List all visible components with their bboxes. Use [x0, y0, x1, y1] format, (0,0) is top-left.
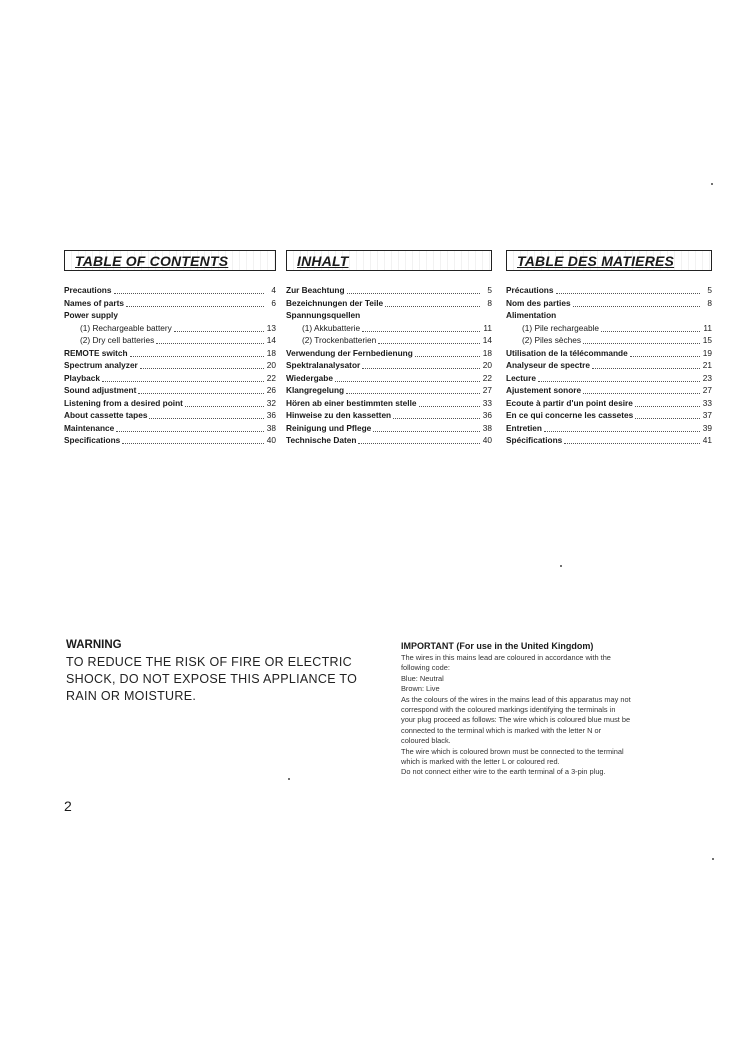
toc-entry-page: 20 — [266, 360, 276, 370]
toc-entry-label: Bezeichnungen der Teile — [286, 297, 384, 308]
toc-french-heading-box — [506, 250, 712, 271]
toc-entry-page: 15 — [702, 335, 712, 345]
toc-entry-label: (2) Piles sèches — [522, 335, 582, 345]
toc-leader-dots — [592, 360, 700, 369]
toc-leader-dots — [156, 335, 264, 344]
toc-entry-page: 39 — [702, 422, 712, 433]
warning-notice — [66, 639, 366, 705]
toc-leader-dots — [126, 298, 264, 307]
toc-entry — [64, 322, 276, 335]
toc-entry — [506, 384, 712, 397]
toc-entry-page: 11 — [483, 322, 492, 333]
important-line: The wires in this mains lead are coloured in accordance with the — [401, 653, 611, 662]
warning-text: TO REDUCE THE RISK OF FIRE OR ELECTRIC SHOCK, DO NOT EXPOSE THIS APPLIANCE TO RAIN OR MOISTURE. — [66, 655, 358, 703]
important-line: The wire which is coloured brown must be connected to the terminal — [401, 746, 624, 756]
toc-entry-page: 33 — [702, 397, 712, 408]
toc-leader-dots — [335, 373, 480, 382]
toc-leader-dots — [635, 398, 700, 407]
toc-entry-page: 18 — [482, 347, 492, 358]
toc-entry-label: Wiedergabe — [286, 372, 333, 383]
important-line: your plug proceed as follows: The wire which is coloured blue must be — [401, 715, 631, 725]
important-line: Do not connect either wire to the earth terminal of a 3-pin plug. — [401, 767, 606, 777]
toc-leader-dots — [102, 373, 264, 382]
toc-entry-page: 26 — [266, 385, 276, 395]
toc-entry-page: 13 — [266, 322, 276, 333]
toc-entry-label: Playback — [64, 372, 100, 383]
toc-leader-dots — [544, 423, 700, 432]
toc-french-heading: TABLE DES MATIERES — [517, 252, 675, 269]
page-number: 2 — [64, 798, 72, 814]
toc-entry-label: Utilisation de la télécommande — [506, 347, 628, 358]
toc-entry — [286, 322, 492, 335]
toc-entry-label: Zur Beachtung — [286, 285, 345, 295]
toc-entry-label: Precautions — [64, 285, 112, 295]
toc-leader-dots — [373, 423, 480, 432]
toc-entry — [286, 397, 492, 410]
toc-entry-label: Klangregelung — [286, 385, 345, 395]
toc-german-list — [286, 284, 492, 447]
toc-entry-label: Alimentation — [506, 310, 557, 320]
toc-entry — [64, 297, 276, 310]
scan-speck — [560, 565, 562, 567]
toc-leader-dots — [347, 285, 480, 294]
toc-german — [286, 250, 492, 447]
toc-leader-dots — [358, 435, 480, 444]
toc-entry — [506, 409, 712, 422]
toc-leader-dots — [174, 323, 264, 332]
toc-leader-dots — [601, 323, 700, 332]
toc-entry-label: Power supply — [64, 310, 118, 320]
toc-entry-page: 14 — [266, 335, 276, 345]
toc-leader-dots — [378, 335, 480, 344]
toc-entry-page: 21 — [702, 360, 712, 370]
toc-entry — [506, 284, 712, 297]
toc-entry — [506, 309, 712, 322]
toc-entry-page: 33 — [482, 397, 492, 408]
toc-entry-label: (1) Rechargeable battery — [80, 322, 172, 333]
toc-entry — [286, 347, 492, 360]
toc-entry-label: About cassette tapes — [64, 410, 148, 420]
toc-entry — [64, 284, 276, 297]
toc-leader-dots — [564, 435, 700, 444]
toc-english-list — [64, 284, 276, 447]
toc-entry-page: 20 — [482, 360, 492, 370]
toc-entry — [286, 297, 492, 310]
toc-entry-page: 36 — [482, 410, 492, 420]
toc-entry-page: 14 — [482, 335, 492, 345]
toc-entry — [64, 372, 276, 385]
toc-leader-dots — [138, 385, 264, 394]
toc-leader-dots — [140, 360, 264, 369]
toc-entry — [506, 372, 712, 385]
toc-leader-dots — [346, 385, 480, 394]
toc-entry — [506, 347, 712, 360]
toc-leader-dots — [130, 348, 264, 357]
toc-entry-page: 5 — [707, 285, 712, 295]
toc-leader-dots — [393, 410, 480, 419]
toc-entry-label: Ecoute à partir d'un point desire — [506, 397, 633, 408]
toc-entry — [64, 359, 276, 372]
toc-entry-label: Nom des parties — [506, 297, 571, 308]
toc-entry — [64, 397, 276, 410]
toc-entry-label: Maintenance — [64, 422, 115, 433]
toc-entry-label: Ajustement sonore — [506, 385, 582, 395]
toc-entry — [64, 347, 276, 360]
toc-entry-label: Reinigung und Pflege — [286, 422, 372, 433]
scan-speck — [288, 778, 290, 780]
toc-entry-page: 37 — [702, 410, 712, 420]
toc-entry-page: 32 — [266, 397, 276, 408]
toc-entry — [64, 434, 276, 447]
toc-leader-dots — [116, 423, 264, 432]
toc-entry-label: Hinweise zu den kassetten — [286, 410, 392, 420]
toc-leader-dots — [114, 285, 265, 294]
toc-entry-label: Hören ab einer bestimmten stelle — [286, 397, 417, 408]
toc-entry-page: 40 — [482, 435, 492, 445]
important-line: following code: — [401, 663, 450, 673]
toc-leader-dots — [415, 348, 480, 357]
toc-entry-page: 22 — [482, 372, 492, 383]
toc-entry-label: Listening from a desired point — [64, 397, 183, 408]
toc-leader-dots — [573, 298, 700, 307]
toc-leader-dots — [556, 285, 701, 294]
toc-leader-dots — [122, 435, 264, 444]
toc-entry-page: 38 — [266, 422, 276, 433]
toc-entry — [286, 309, 492, 322]
toc-entry — [286, 284, 492, 297]
toc-entry — [64, 422, 276, 435]
toc-entry — [506, 422, 712, 435]
toc-entry — [506, 334, 712, 347]
important-title: IMPORTANT (For use in the United Kingdom) — [401, 641, 594, 651]
toc-entry — [506, 297, 712, 310]
toc-french-list — [506, 284, 712, 447]
toc-entry — [506, 434, 712, 447]
toc-entry-page: 8 — [487, 297, 492, 308]
toc-entry-page: 18 — [266, 347, 276, 358]
toc-entry-page: 11 — [703, 322, 712, 333]
toc-entry — [64, 409, 276, 422]
toc-entry — [506, 322, 712, 335]
important-line: coloured black. — [401, 736, 451, 746]
toc-entry — [286, 372, 492, 385]
toc-entry-page: 4 — [271, 285, 276, 295]
toc-english — [64, 250, 276, 447]
important-body — [401, 653, 707, 778]
important-line: which is marked with the letter L or coloured red. — [401, 757, 560, 767]
toc-leader-dots — [185, 398, 264, 407]
toc-entry — [286, 359, 492, 372]
scan-speck — [712, 858, 714, 860]
toc-leader-dots — [149, 410, 264, 419]
toc-entry — [64, 334, 276, 347]
toc-entry-label: Verwendung der Fernbedienung — [286, 347, 413, 358]
toc-entry-page: 27 — [702, 385, 712, 395]
toc-leader-dots — [583, 385, 700, 394]
toc-entry — [506, 359, 712, 372]
scan-speck — [711, 183, 713, 185]
toc-entry-page: 19 — [702, 347, 712, 358]
toc-leader-dots — [630, 348, 700, 357]
toc-entry-label: (1) Pile rechargeable — [522, 322, 600, 333]
important-notice — [401, 641, 707, 778]
toc-entry-label: Specifications — [64, 435, 121, 445]
toc-leader-dots — [635, 410, 700, 419]
toc-leader-dots — [583, 335, 700, 344]
toc-entry-page: 22 — [266, 372, 276, 383]
toc-entry-label: (2) Dry cell batteries — [80, 335, 155, 345]
toc-english-heading-box — [64, 250, 276, 271]
toc-french — [506, 250, 712, 447]
toc-german-heading: INHALT — [297, 252, 349, 269]
toc-leader-dots — [419, 398, 481, 407]
toc-entry-label: Entretien — [506, 422, 542, 433]
toc-entry-label: Spannungsquellen — [286, 310, 361, 320]
toc-entry-page: 5 — [487, 285, 492, 295]
toc-entry — [286, 384, 492, 397]
toc-entry-label: Lecture — [506, 372, 536, 383]
toc-entry-label: Spectrum analyzer — [64, 360, 138, 370]
toc-entry-label: Names of parts — [64, 297, 124, 308]
toc-entry-label: Sound adjustment — [64, 385, 137, 395]
toc-english-heading: TABLE OF CONTENTS — [75, 252, 229, 269]
toc-entry-page: 41 — [702, 435, 712, 445]
toc-leader-dots — [385, 298, 480, 307]
toc-entry-label: Spektralanalysator — [286, 360, 361, 370]
toc-leader-dots — [538, 373, 700, 382]
toc-entry-page: 23 — [702, 372, 712, 383]
toc-entry — [286, 422, 492, 435]
toc-entry — [286, 409, 492, 422]
important-line: As the colours of the wires in the mains lead of this apparatus may not — [401, 694, 631, 704]
toc-entry-page: 6 — [271, 297, 276, 308]
toc-entry — [506, 397, 712, 410]
toc-entry-label: (1) Akkubatterie — [302, 322, 361, 333]
toc-entry-label: REMOTE switch — [64, 347, 128, 358]
toc-entry — [64, 384, 276, 397]
toc-entry-label: (2) Trockenbatterien — [302, 335, 377, 345]
toc-entry-page: 36 — [266, 410, 276, 420]
toc-entry-label: Analyseur de spectre — [506, 360, 590, 370]
toc-entry-label: Technische Daten — [286, 435, 357, 445]
toc-entry — [286, 334, 492, 347]
warning-title: WARNING — [66, 639, 122, 651]
important-line: connected to the terminal which is marked with the letter N or — [401, 725, 602, 735]
important-line: Blue: Neutral — [401, 673, 444, 683]
toc-entry-page: 27 — [482, 385, 492, 395]
toc-entry-label: En ce qui concerne les cassetes — [506, 410, 634, 420]
toc-entry-label: Précautions — [506, 285, 554, 295]
important-line: correspond with the coloured markings identifying the terminals in — [401, 705, 616, 715]
important-line: Brown: Live — [401, 684, 440, 694]
toc-entry-label: Spécifications — [506, 435, 563, 445]
toc-entry — [64, 309, 276, 322]
toc-leader-dots — [362, 360, 480, 369]
toc-german-heading-box — [286, 250, 492, 271]
toc-leader-dots — [362, 323, 480, 332]
toc-entry-page: 8 — [707, 297, 712, 308]
toc-entry-page: 38 — [482, 422, 492, 433]
toc-entry-page: 40 — [266, 435, 276, 445]
toc-entry — [286, 434, 492, 447]
